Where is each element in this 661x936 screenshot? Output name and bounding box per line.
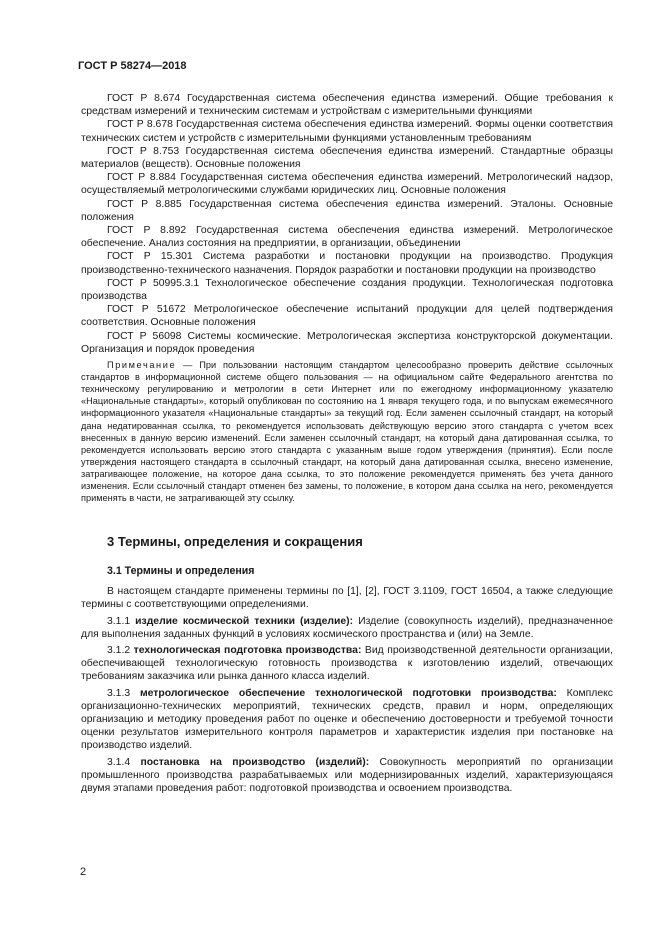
term-number: 3.1.2 <box>107 645 134 656</box>
term-name: метрологическое обеспечение технологической подготовки производства: <box>139 687 557 699</box>
term-number: 3.1.4 <box>107 756 141 768</box>
reference-item: ГОСТ Р 15.301 Система разработки и постановки продукции на производство. Продукция производственно-технического назначения. Порядок разработки и постановки продукции на производство <box>81 251 613 276</box>
references-list <box>81 92 613 356</box>
section-heading: 3 Термины, определения и сокращения <box>107 534 363 550</box>
reference-item: ГОСТ Р 56098 Системы космические. Метрологическая экспертиза конструкторской документации. Организация и порядок проведения <box>81 330 613 355</box>
term-definition: Совокупность мероприятий по организации промышленного производства разрабатываемых или модернизированных изделий, характеризующаяся двумя этапами проведения работ: подготовкой производства и освоением производства. <box>81 756 614 795</box>
term-name: технологическая подготовка производства: <box>133 645 362 656</box>
subsection-heading: 3.1 Термины и определения <box>107 565 255 578</box>
document-header: ГОСТ Р 58274—2018 <box>78 60 187 72</box>
reference-item: ГОСТ Р 8.674 Государственная система обеспечения единства измерений. Общие требования к средствам измерений и техническим системам и устройствам с измерительными функциями <box>81 93 613 118</box>
note-text: — При пользовании настоящим стандартом целесообразно проверить действие ссылочных стандартов в информационной системе общего пользования — на официальном сайте Федерального агентства по техническому регулированию и метрологии в сети Интернет или по ежегодному информационному указателю «Национальные стандарты», который опубликован по состоянию на 1 января текущего года, и по выпускам ежемесячного информационного указателя «Национальные стандарты» за текущий год. Если заменен ссылочный стандарт, на который дана недатированная ссылка, то рекомендуется использовать действующую версию этого стандарта с учетом всех внесенных в данную версию изменений. Если заменен ссылочный стандарт, на который дана датированная ссылка, то рекомендуется использовать версию этого стандарта с указанным выше годом утверждения (принятия). Если после утверждения настоящего стандарта в ссылочный стандарт, на который дана датированная ссылка, внесено изменение, затрагивающее положение, на которое дана ссылка, то это положение рекомендуется применять без учета данного изменения. Если ссылочный стандарт отменен без замены, то положение, в котором дана ссылка на него, рекомендуется применять в части, не затрагивающей эту ссылку. <box>81 360 613 504</box>
reference-item: ГОСТ Р 50995.3.1 Технологическое обеспечение создания продукции. Технологическая подготовка производства <box>81 277 613 303</box>
reference-item: ГОСТ Р 8.753 Государственная система обеспечения единства измерений. Стандартные образцы материалов (веществ). Основные положения <box>81 145 613 171</box>
term-definition: Изделие (совокупность изделий), предназначенное для выполнения заданных функций в условиях космического пространства и (или) на Земле. <box>81 615 613 640</box>
reference-item: ГОСТ Р 8.892 Государственная система обеспечения единства измерений. Метрологическое обеспечение. Анализ состояния на предприятии, в организации, объединении <box>81 225 613 250</box>
term-name: постановка на производство (изделий): <box>140 756 370 768</box>
page-content <box>81 92 613 795</box>
term-entry <box>81 687 613 753</box>
note-label: Примечание <box>107 360 177 371</box>
term-entry <box>81 615 613 641</box>
reference-item: ГОСТ Р 8.885 Государственная система обеспечения единства измерений. Эталоны. Основные положения <box>81 198 613 223</box>
term-definition: Комплекс организационно-технических мероприятий, технических средств, правил и норм, определяющих организацию и методику проведения работ по оценке и обеспечению достоверности и требуемой точности оценки результатов измерительного контроля параметров и характеристик изделия при постановке на производство изделий. <box>81 687 613 752</box>
term-number: 3.1.3 <box>107 687 140 699</box>
term-name: изделие космической техники (изделие): <box>135 615 354 627</box>
page-number: 2 <box>80 866 87 878</box>
term-number: 3.1.1 <box>107 615 136 627</box>
intro-paragraph: В настоящем стандарте применены термины по [1], [2], ГОСТ 3.1109, ГОСТ 16504, а также следующие термины с соответствующими определениями. <box>81 586 613 611</box>
note-paragraph <box>81 359 613 504</box>
term-entry <box>81 756 613 796</box>
reference-item: ГОСТ Р 8.884 Государственная система обеспечения единства измерений. Метрологический надзор, осуществляемый метрологическими службами юридических лиц. Основные положения <box>81 172 613 197</box>
term-entry <box>81 644 613 684</box>
term-definition: Вид производственной деятельности организации, обеспечивающей технологическую готовность производства к изготовлению изделий, отвечающих требованиям заказчика или рынка данного класса изделий. <box>81 645 613 683</box>
reference-item: ГОСТ Р 51672 Метрологическое обеспечение испытаний продукции для целей подтверждения соответствия. Основные положения <box>81 304 613 329</box>
reference-item: ГОСТ Р 8.678 Государственная система обеспечения единства измерений. Формы оценки соответствия технических систем и устройств с измерительными функциями установленным требованиям <box>81 119 613 144</box>
